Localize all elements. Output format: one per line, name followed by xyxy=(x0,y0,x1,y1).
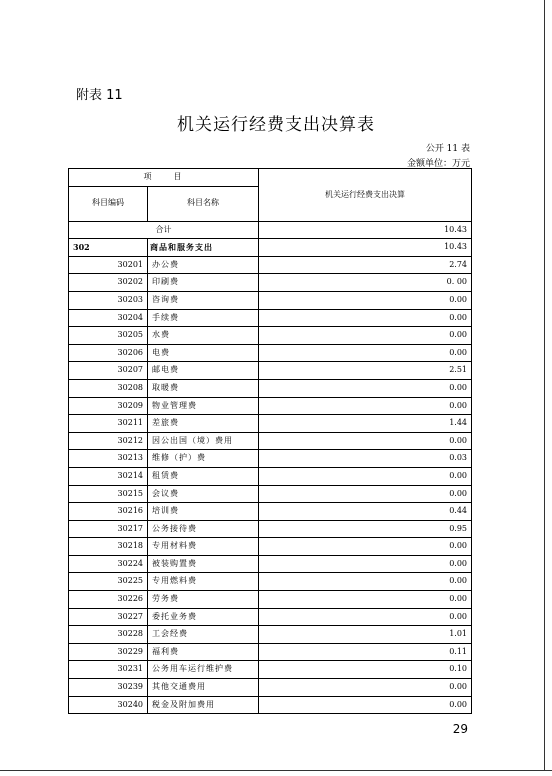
row-name: 维修（护）费 xyxy=(148,450,259,468)
row-code: 30231 xyxy=(69,661,148,679)
row-code: 30225 xyxy=(69,573,148,591)
row-code: 30214 xyxy=(69,467,148,485)
row-code: 30204 xyxy=(69,309,148,327)
row-code: 30240 xyxy=(69,696,148,714)
row-code: 30229 xyxy=(69,643,148,661)
row-value: 2.51 xyxy=(259,362,472,380)
row-code: 30215 xyxy=(69,485,148,503)
page-edge-bottom xyxy=(0,770,552,776)
row-name: 水费 xyxy=(148,327,259,345)
total-label: 合计 xyxy=(69,221,259,239)
row-value: 0.11 xyxy=(259,643,472,661)
row-value: 0. 00 xyxy=(259,274,472,292)
row-name: 邮电费 xyxy=(148,362,259,380)
row-name: 被装购置费 xyxy=(148,555,259,573)
table-row xyxy=(69,555,472,573)
row-code: 30207 xyxy=(69,362,148,380)
table-row xyxy=(69,591,472,609)
header-project: 项 目 xyxy=(69,169,259,187)
row-value: 0.00 xyxy=(259,538,472,556)
row-name: 培训费 xyxy=(148,503,259,521)
table-row xyxy=(69,450,472,468)
row-name: 因公出国（境）费用 xyxy=(148,432,259,450)
table-row xyxy=(69,538,472,556)
table-row xyxy=(69,432,472,450)
page-number: 29 xyxy=(452,722,468,736)
row-value: 0.00 xyxy=(259,397,472,415)
category-code: 302 xyxy=(69,239,148,257)
row-value: 0.00 xyxy=(259,344,472,362)
table-row xyxy=(69,362,472,380)
expense-table xyxy=(68,168,472,714)
attachment-label: 附表 11 xyxy=(76,88,123,103)
row-name: 会议费 xyxy=(148,485,259,503)
row-code: 30216 xyxy=(69,503,148,521)
table-row xyxy=(69,256,472,274)
row-value: 0.95 xyxy=(259,520,472,538)
row-code: 30239 xyxy=(69,679,148,697)
row-name: 公务接待费 xyxy=(148,520,259,538)
row-name: 印刷费 xyxy=(148,274,259,292)
row-value: 1.44 xyxy=(259,415,472,433)
row-value: 0.00 xyxy=(259,679,472,697)
row-name: 税金及附加费用 xyxy=(148,696,259,714)
table-row xyxy=(69,485,472,503)
row-value: 0.00 xyxy=(259,327,472,345)
row-name: 咨询费 xyxy=(148,291,259,309)
row-name: 差旅费 xyxy=(148,415,259,433)
table-row xyxy=(69,573,472,591)
row-code: 30203 xyxy=(69,291,148,309)
row-name: 公务用车运行维护费 xyxy=(148,661,259,679)
row-name: 专用燃料费 xyxy=(148,573,259,591)
row-value: 0.00 xyxy=(259,432,472,450)
table-number: 公开 11 表 xyxy=(425,144,470,154)
row-code: 30224 xyxy=(69,555,148,573)
row-code: 30227 xyxy=(69,608,148,626)
category-value: 10.43 xyxy=(259,239,472,257)
row-code: 30209 xyxy=(69,397,148,415)
table-row xyxy=(69,643,472,661)
row-value: 1.01 xyxy=(259,626,472,644)
table-row xyxy=(69,661,472,679)
row-code: 30217 xyxy=(69,520,148,538)
amount-unit: 金额单位：万元 xyxy=(406,159,470,169)
page-title: 机关运行经费支出决算表 xyxy=(177,115,375,135)
row-code: 30205 xyxy=(69,327,148,345)
row-value: 0.00 xyxy=(259,485,472,503)
table-row xyxy=(69,327,472,345)
row-name: 取暖费 xyxy=(148,379,259,397)
header-row-1 xyxy=(69,169,472,187)
row-value: 0.00 xyxy=(259,591,472,609)
row-value: 0.00 xyxy=(259,291,472,309)
row-code: 30218 xyxy=(69,538,148,556)
table-row xyxy=(69,467,472,485)
table-row xyxy=(69,291,472,309)
row-code: 30208 xyxy=(69,379,148,397)
row-code: 30213 xyxy=(69,450,148,468)
table-row xyxy=(69,520,472,538)
row-name: 福利费 xyxy=(148,643,259,661)
table-row xyxy=(69,379,472,397)
row-name: 办公费 xyxy=(148,256,259,274)
row-name: 租赁费 xyxy=(148,467,259,485)
table-row xyxy=(69,679,472,697)
header-code: 科目编码 xyxy=(69,186,148,221)
row-code: 30211 xyxy=(69,415,148,433)
row-value: 2.74 xyxy=(259,256,472,274)
row-value: 0.03 xyxy=(259,450,472,468)
row-name: 工会经费 xyxy=(148,626,259,644)
row-code: 30201 xyxy=(69,256,148,274)
table-row xyxy=(69,274,472,292)
row-code: 30226 xyxy=(69,591,148,609)
row-value: 0.00 xyxy=(259,309,472,327)
row-value: 0.10 xyxy=(259,661,472,679)
row-name: 劳务费 xyxy=(148,591,259,609)
row-value: 0.00 xyxy=(259,555,472,573)
table-row xyxy=(69,608,472,626)
row-name: 电费 xyxy=(148,344,259,362)
table-row xyxy=(69,415,472,433)
row-code: 30228 xyxy=(69,626,148,644)
row-name: 委托业务费 xyxy=(148,608,259,626)
row-value: 0.00 xyxy=(259,608,472,626)
table-row xyxy=(69,696,472,714)
row-code: 30212 xyxy=(69,432,148,450)
row-name: 物业管理费 xyxy=(148,397,259,415)
table-row xyxy=(69,344,472,362)
row-code: 30206 xyxy=(69,344,148,362)
table-row xyxy=(69,626,472,644)
row-value: 0.00 xyxy=(259,379,472,397)
row-code: 30202 xyxy=(69,274,148,292)
row-value: 0.00 xyxy=(259,573,472,591)
header-name: 科目名称 xyxy=(148,186,259,221)
row-value: 0.00 xyxy=(259,467,472,485)
row-value: 0.00 xyxy=(259,696,472,714)
table-row xyxy=(69,309,472,327)
table-row xyxy=(69,503,472,521)
row-name: 专用材料费 xyxy=(148,538,259,556)
total-row xyxy=(69,221,472,239)
row-value: 0.44 xyxy=(259,503,472,521)
category-row xyxy=(69,239,472,257)
row-name: 其他交通费用 xyxy=(148,679,259,697)
category-name: 商品和服务支出 xyxy=(148,239,259,257)
row-name: 手续费 xyxy=(148,309,259,327)
header-value: 机关运行经费支出决算 xyxy=(259,169,472,222)
total-value: 10.43 xyxy=(259,221,472,239)
table-row xyxy=(69,397,472,415)
